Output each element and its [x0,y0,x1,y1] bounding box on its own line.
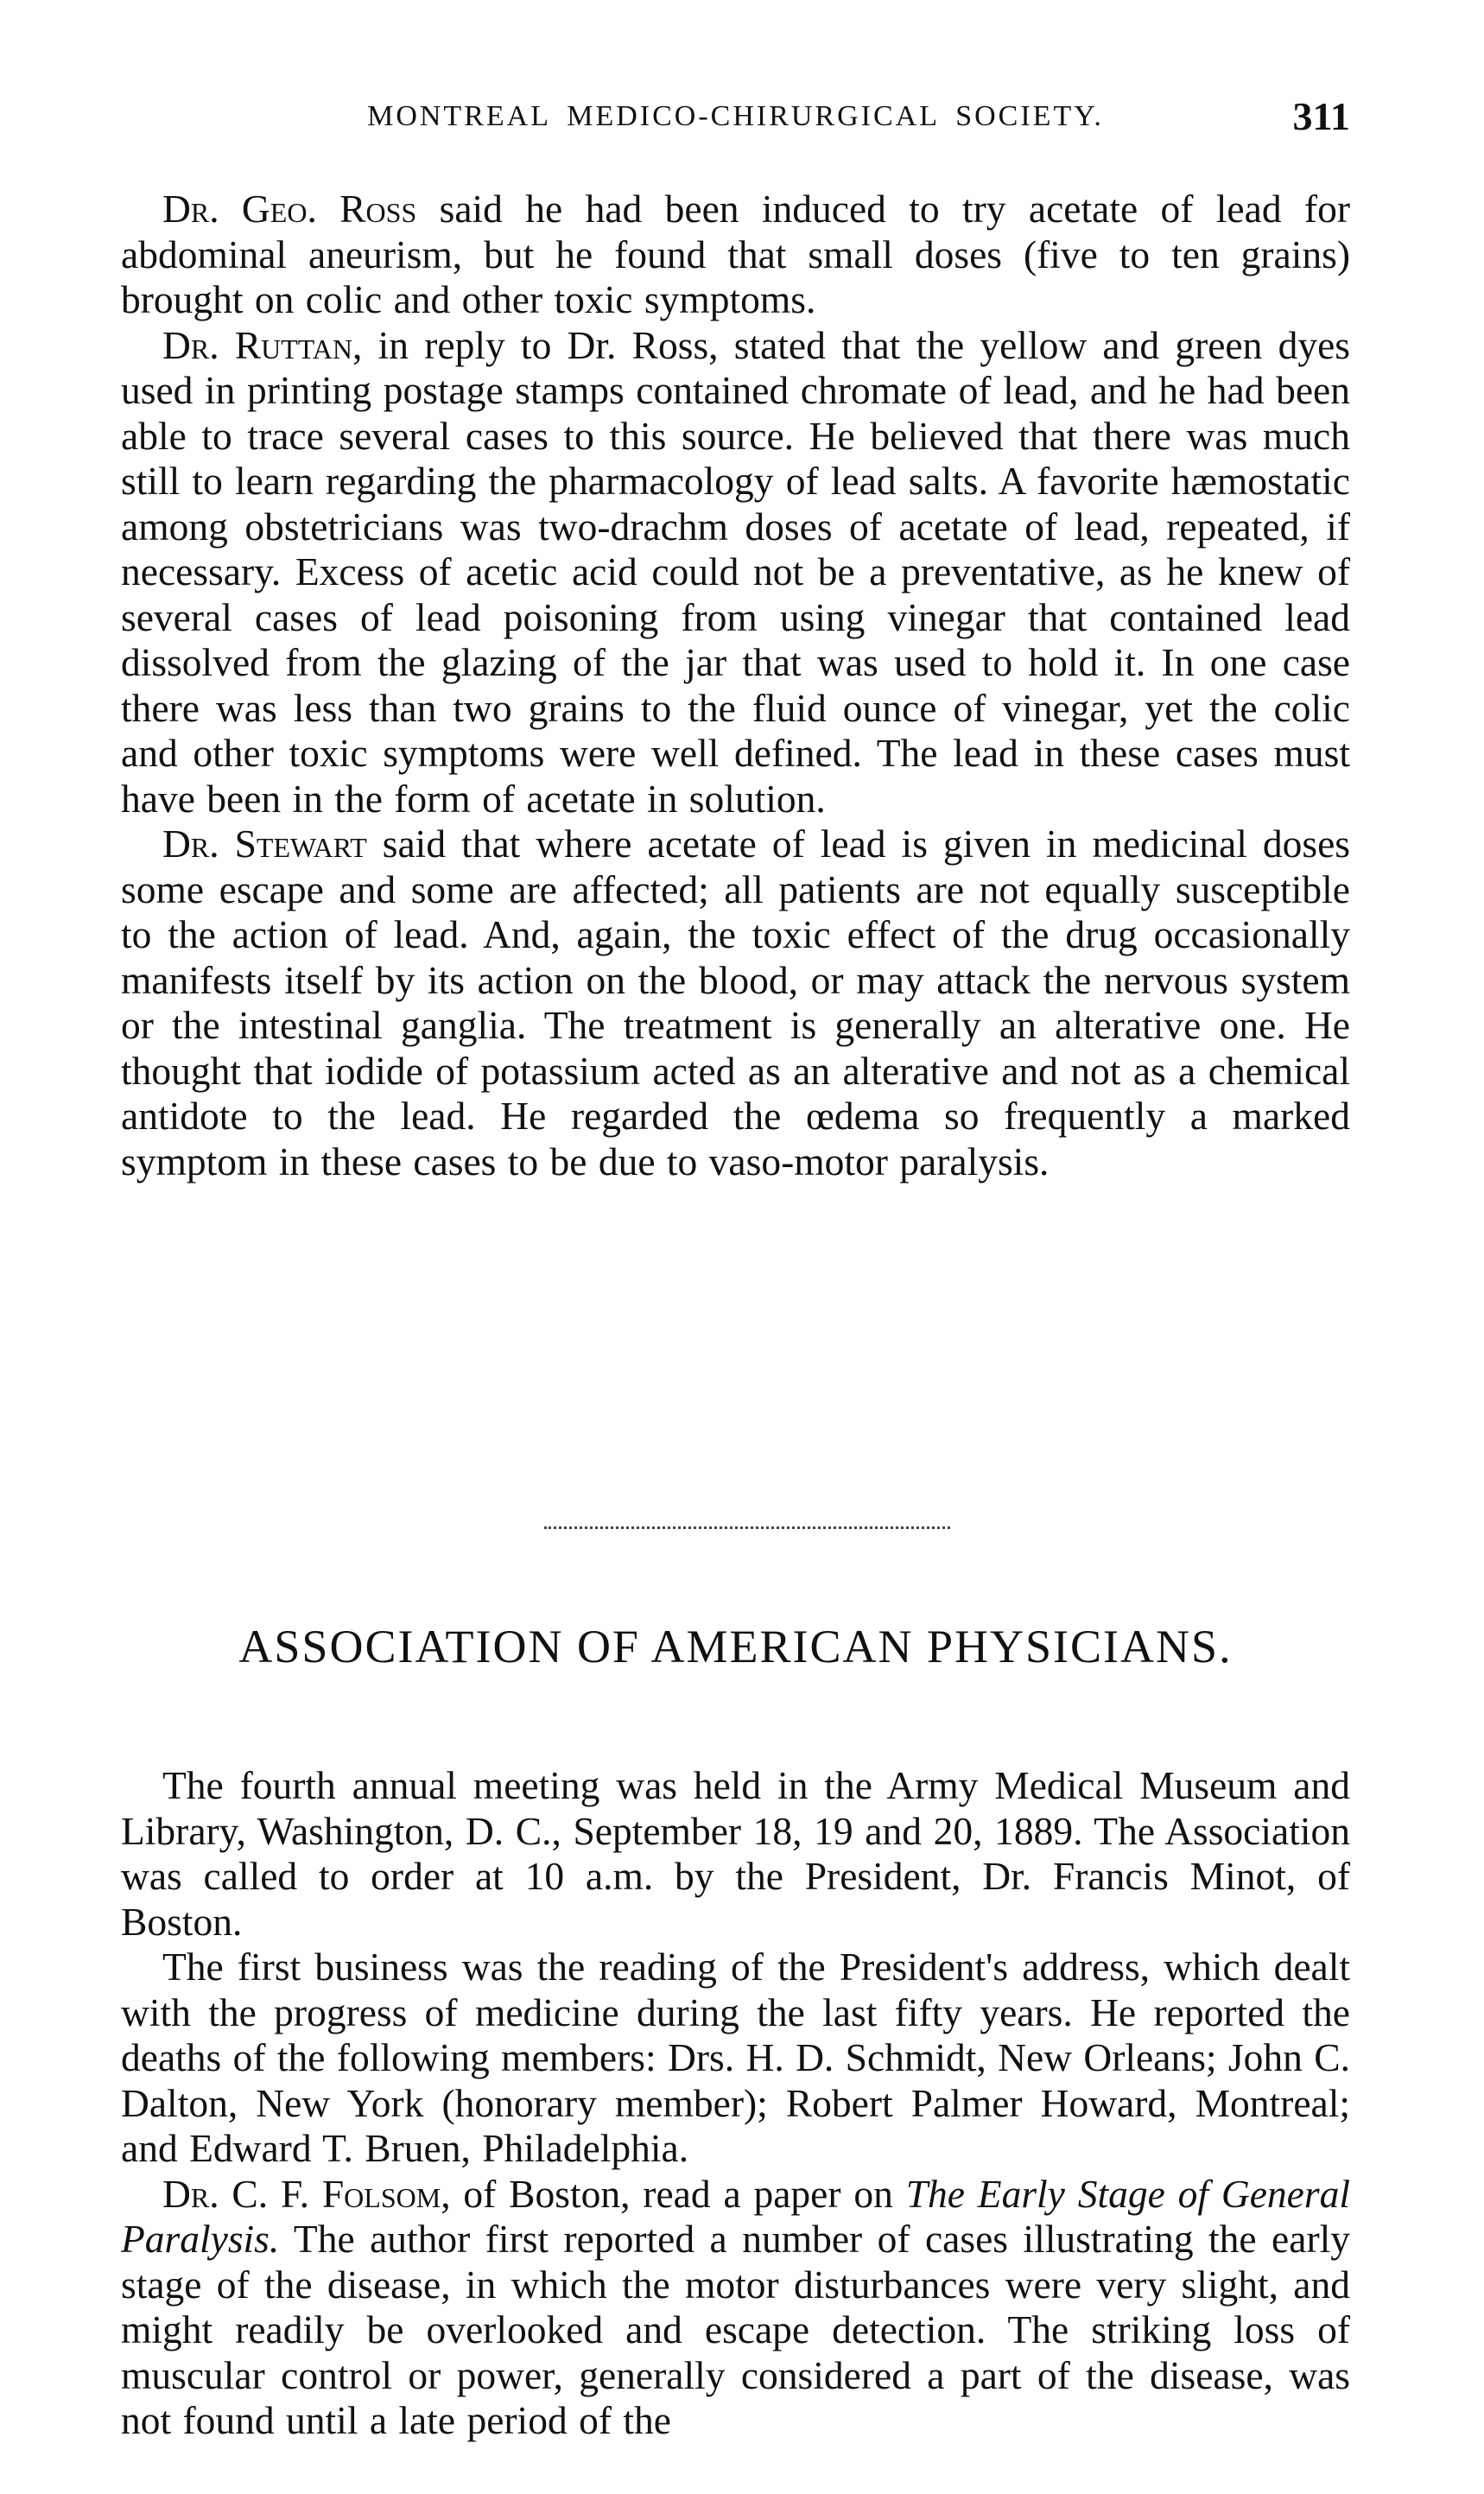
running-head [121,93,1350,145]
paragraph-text: , of Boston, read a paper on [441,2171,906,2216]
paragraph-ruttan [121,323,1350,822]
section-divider [544,1526,950,1529]
running-head-title: MONTREAL MEDICO-CHIRURGICAL SOCIETY. [367,100,1104,132]
paragraph-text: , in reply to Dr. Ross, stated that the yellow and green dyes used in printing postage stamps contained chromate of lead, and he had been able to trace several cases to this source. He believed that there was much still to learn regarding the pharmacology of lead salts. A favorite hæmostatic among obstetricians was two-drachm doses of acetate of lead, repeated, if necessary. Excess of acetic acid could not be a preventative, as he knew of several cases of lead poisoning from using vinegar that contained lead dissolved from the glazing of the jar that was used to hold it. In one case there was less than two grains to the fluid ounce of vinegar, yet the colic and other toxic symptoms were well defined. The lead in these cases must have been in the form of acetate in solution. [121,322,1350,821]
speaker-name: Dr. Stewart [162,822,367,866]
paragraph-text: The author first reported a number of cases illustrating the early stage of the disease, in which the motor disturbances were very slight, and might readily be overlooked and escape detection. The striking loss of muscular control or power, generally considered a part of the disease, was not found until a late period of the [121,2217,1350,2442]
discussion-text [121,187,1350,1184]
speaker-name: Dr. Ruttan [162,322,353,367]
paragraph-ross [121,187,1350,323]
paragraph-text: said he had been induced to try acetate of lead for abdominal aneurism, but he found that small doses (five to ten grains) brought on colic and other toxic symptoms. [121,187,1350,321]
section-heading: ASSOCIATION OF AMERICAN PHYSICIANS. [238,1621,1233,1672]
paper-title: The Early Stage of General Paralysis. [121,2171,1350,2261]
paragraph-folsom [121,2172,1350,2444]
paragraph-stewart [121,822,1350,1184]
association-report [121,1763,1350,2444]
speaker-name: Dr. Geo. Ross [162,187,417,231]
paragraph-presidents-address: The first business was the reading of the President's address, which dealt with the progress of medicine during the last fifty years. He reported the deaths of the following members: Drs. H. D. Schmidt, New Orleans; John C. Dalton, New York (honorary member); Robert Palmer Howard, Montreal; and Edward T. Bruen, Philadelphia. [121,1945,1350,2170]
paragraph-text: said that where acetate of lead is given in medicinal doses some escape and some are affected; all patients are not equally susceptible to the action of lead. And, again, the toxic effect of the drug occasionally manifests itself by its action on the blood, or may attack the nervous system or the intestinal ganglia. The treatment is generally an alterative one. He thought that iodide of potassium acted as an alterative and not as a chemical antidote to the lead. He regarded the œdema so frequently a marked symptom in these cases to be due to vaso-motor paralysis. [121,822,1350,1184]
speaker-name: Dr. C. F. Folsom [162,2171,441,2216]
page-number: 311 [1292,94,1350,138]
paragraph-meeting: The fourth annual meeting was held in the Army Medical Museum and Library, Washington, D. C., September 18, 19 and 20, 1889. The Association was called to order at 10 a.m. by the President, Dr. Francis Minot, of Boston. [121,1763,1350,1944]
